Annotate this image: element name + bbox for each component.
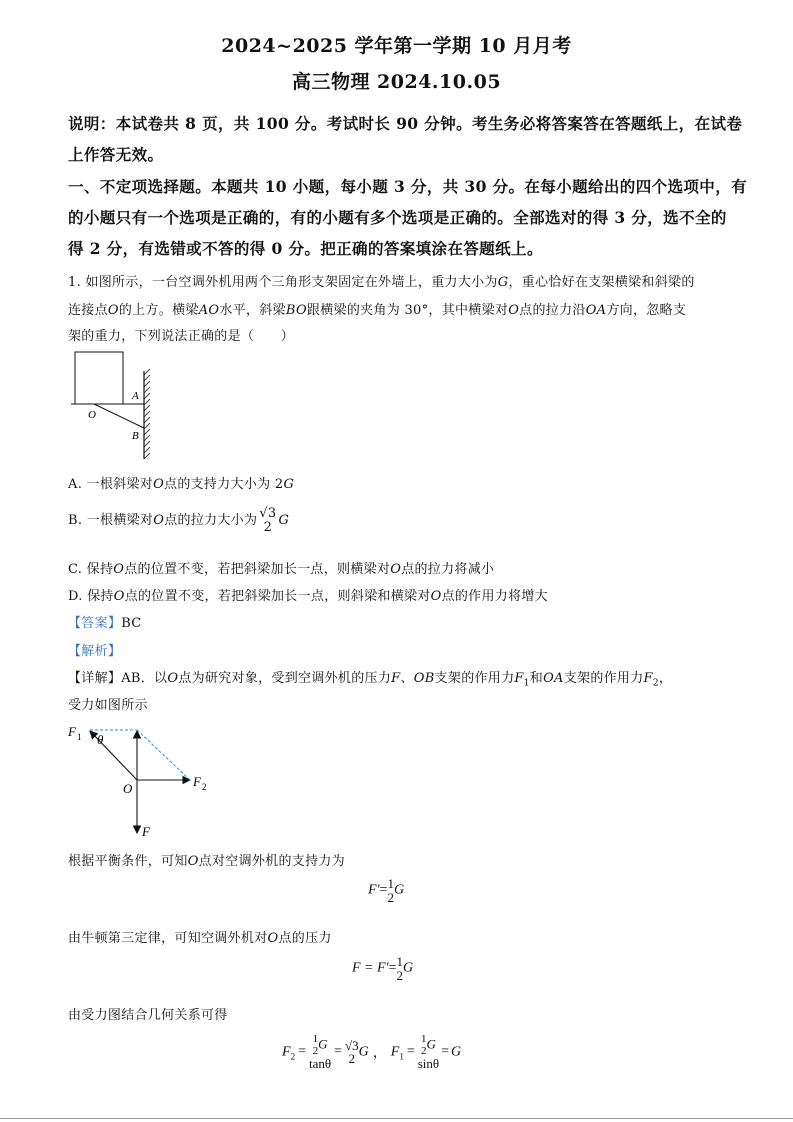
option-c: C. 保持O点的位置不变，若把斜梁加长一点，则横梁对O点的拉力将减小: [68, 562, 495, 577]
option-d: D. 保持O点的位置不变，若把斜梁加长一点，则斜梁和横梁对O点的作用力将增大: [68, 589, 548, 604]
equation-2: F = F'= 1 2 G: [352, 954, 414, 983]
detail-line-2: 受力如图所示: [68, 698, 148, 713]
exam-subtitle: 高三物理 2024.10.05: [291, 71, 502, 93]
bracket-figure: [66, 345, 156, 463]
option-a: A. 一根斜梁对O点的支持力大小为 2G: [68, 477, 295, 492]
section-line-2: 的小题只有一个选项是正确的，有的小题有多个选项是正确的。全部选对的得 3 分，选不全的: [68, 208, 727, 227]
solution-line-3: 由受力图结合几何关系可得: [68, 1008, 228, 1023]
dashed-diagonal: [137, 730, 190, 780]
question-line-3: 架的重力，下列说法正确的是（ ）: [68, 329, 295, 344]
label-f1: F: [68, 724, 76, 739]
option-b: B. 一根横梁对O点的拉力大小为 √3 2 G: [68, 506, 290, 535]
exam-title: 2024~2025 学年第一学期 10 月月考: [221, 35, 572, 57]
label-f2-sub: 2: [202, 782, 207, 792]
label-b: B: [132, 430, 139, 442]
section-line-1: 一、不定项选择题。本题共 10 小题，每小题 3 分，共 30 分。在每小题给出的四个选项中，有: [68, 177, 748, 196]
label-f2: F: [193, 774, 201, 789]
instructions-line-2: 上作答无效。: [68, 145, 164, 164]
label-f: F: [142, 824, 150, 839]
answer-line: [68, 612, 142, 631]
analysis-tag: 【解析】: [68, 644, 122, 659]
solution-line-1: 根据平衡条件，可知O点对空调外机的支持力为: [68, 854, 345, 869]
solution-line-2: 由牛顿第三定律，可知空调外机对O点的压力: [68, 931, 332, 946]
question-line-2: 连接点O的上方。横梁AO水平，斜梁BO跟横梁的夹角为 30°，其中横梁对O点的拉力沿OA方向，忽略支: [68, 303, 687, 318]
label-f1-sub: 1: [77, 732, 82, 742]
equation-3: $F_2$ = 1 2 G tanθ = √3 2 G ， $F_1$ = 1 2 G sinθ = G: [282, 1033, 462, 1072]
wall-hatching: [144, 369, 150, 459]
label-o2: O: [123, 781, 133, 796]
force-diagram: [62, 718, 222, 842]
ac-unit-box: [75, 352, 123, 404]
section-line-3: 得 2 分，有选错或不答的得 0 分。把正确的答案填涂在答题纸上。: [68, 239, 543, 258]
label-a: A: [132, 390, 139, 402]
label-theta: θ: [97, 732, 104, 747]
answer-tag: 【答案】: [68, 616, 122, 631]
detail-line-1: 【详解】AB．以O点为研究对象，受到空调外机的压力F、OB支架的作用力$F_1$和OA支架的作用力$F_2$，: [68, 671, 673, 689]
answer-value: BC: [121, 616, 142, 631]
label-o: O: [88, 409, 96, 421]
page-bottom-divider: [0, 1118, 793, 1119]
diagonal-beam: [94, 404, 144, 428]
question-line-1: 1. 如图所示，一台空调外机用两个三角形支架固定在外墙上，重力大小为G，重心恰好在支架横梁和斜梁的: [68, 275, 695, 290]
equation-1: F'= 1 2 G: [368, 876, 405, 905]
instructions-line-1: 说明：本试卷共 8 页，共 100 分。考试时长 90 分钟。考生务必将答案答在答题纸上，在试卷: [68, 114, 743, 133]
